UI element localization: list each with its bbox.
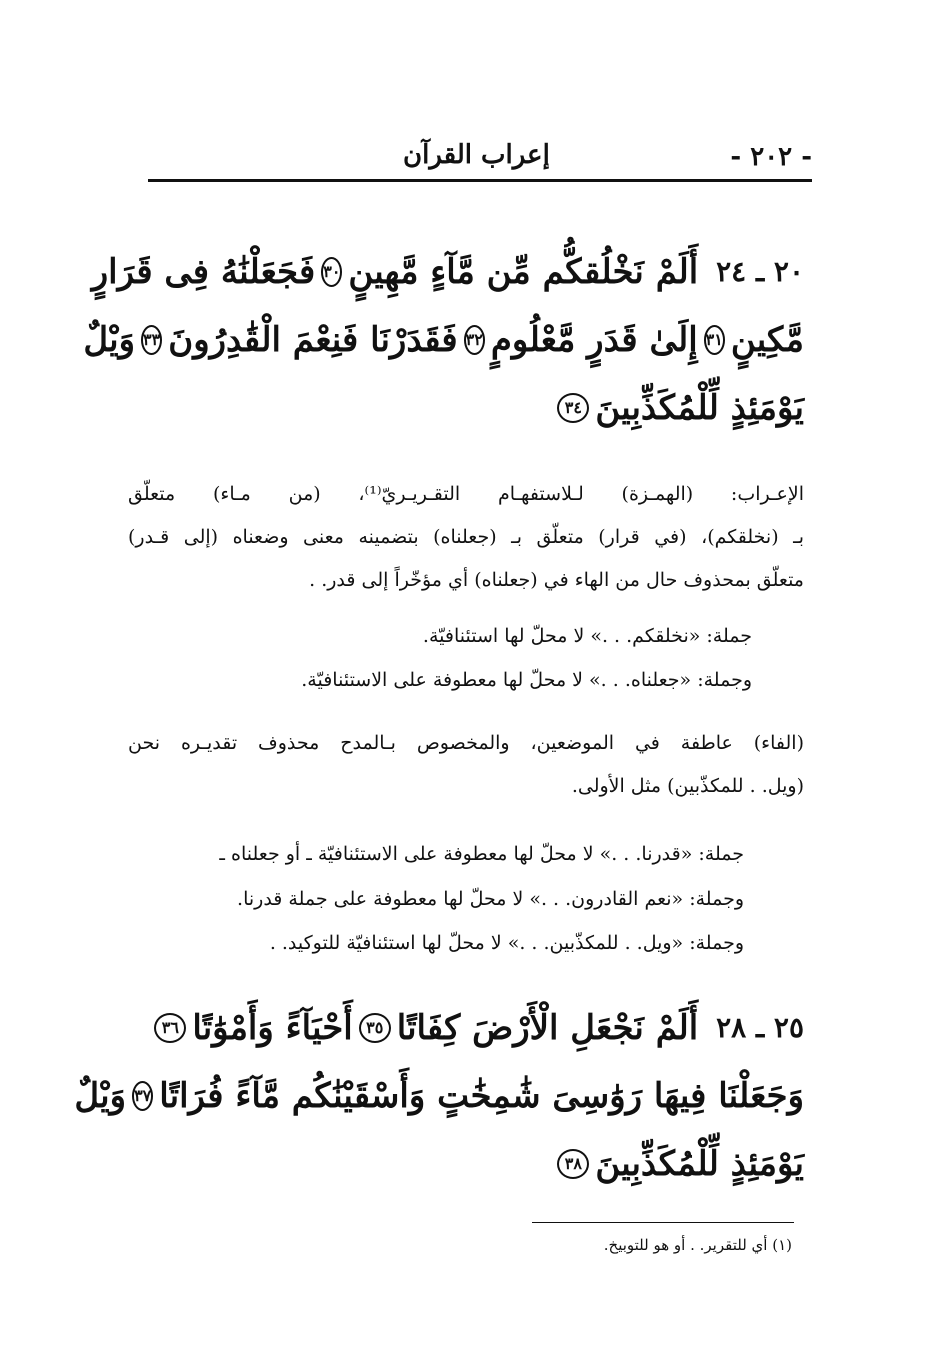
header-divider — [148, 179, 812, 182]
verse-line — [91, 238, 804, 306]
verse-text: فَقَدَرْنَا فَنِعْمَ الْقَٰدِرُونَ — [168, 320, 458, 360]
verse-number-badge: ٣٨ — [557, 1149, 589, 1179]
verse-text: وَجَعَلْنَا فِيهَا رَوَٰسِىَ شَٰمِخَٰتٍ وَأَسْقَيْنَٰكُم مَّآءً فُرَاتًا — [159, 1076, 804, 1116]
verse-range: ٢٠ ـ ٢٤ — [716, 255, 804, 288]
verse-line — [124, 994, 804, 1062]
verse-text: يَوْمَئِذٍ لِّلْمُكَذِّبِينَ — [595, 388, 804, 428]
verse-text: أَلَمْ نَجْعَلِ الْأَرْضَ كِفَاتًا — [396, 1008, 699, 1048]
irab-line: الإعـراب: (الهمـزة) لـلاستفهـام التقـريـريّ⁽¹⁾، (من مـاء) متعلّق — [128, 483, 804, 505]
irab-paragraph — [128, 473, 804, 602]
verse-line — [124, 1130, 804, 1198]
footnote: (١) أي للتقرير. . أو هو للتوبيخ. — [603, 1236, 792, 1254]
footnote-divider — [532, 1222, 794, 1223]
sentence-analysis: جملة: «قدرنا. . .» لا محلّ لها معطوفة على الاستئنافيّة ـ أو جعلناه ـ — [219, 843, 744, 865]
quran-verses-25-28 — [74, 994, 804, 1198]
verse-number-badge: ٣٤ — [557, 393, 589, 423]
irab-line: (الفاء) عاطفة في الموضعين، والمخصوص بـالمدح محذوف تقديـره نحن — [128, 732, 804, 754]
verse-text: وَيْلٌ — [74, 1076, 127, 1116]
verse-number-badge: ٣١ — [704, 325, 725, 355]
sentence-analysis: وجملة: «نعم القادرون. . .» لا محلّ لها معطوفة على جملة قدرنا. — [237, 888, 744, 910]
verse-number-badge: ٣٧ — [132, 1081, 153, 1111]
sentence-analysis: وجملة: «جعلناه. . .» لا محلّ لها معطوفة على الاستئنافيّة. — [301, 669, 752, 691]
verse-text: مَّكِينٍ — [730, 320, 804, 360]
verse-line — [124, 374, 804, 442]
verse-line — [83, 306, 804, 374]
verse-text: أَلَمْ نَخْلُقكُّم مِّن مَّآءٍ مَّهِينٍ — [348, 252, 699, 292]
irab-line: (ويل. . للمكذّبين) مثل الأولى. — [571, 775, 804, 797]
verse-number-badge: ٣٢ — [464, 325, 485, 355]
verse-number-badge: ٣٠ — [321, 257, 342, 287]
irab-paragraph — [128, 722, 804, 808]
verse-text: فَجَعَلْنَٰهُ فِى قَرَارٍ — [91, 252, 316, 292]
verse-text: أَحْيَآءً وَأَمْوَٰتًا — [192, 1008, 353, 1048]
verse-range: ٢٥ ـ ٢٨ — [716, 1011, 804, 1044]
verse-number-badge: ٣٣ — [141, 325, 162, 355]
book-title: إعراب القرآن — [403, 140, 550, 170]
page-number: - ٢٠٢ - — [730, 142, 812, 172]
verse-number-badge: ٣٦ — [154, 1013, 186, 1043]
verse-line — [74, 1062, 804, 1130]
verse-text: إِلَىٰ قَدَرٍ مَّعْلُومٍ — [490, 320, 698, 360]
verse-number-badge: ٣٥ — [359, 1013, 391, 1043]
verse-text: وَيْلٌ — [83, 320, 136, 360]
verse-text: يَوْمَئِذٍ لِّلْمُكَذِّبِينَ — [595, 1144, 804, 1184]
page-header — [148, 138, 812, 182]
irab-line: بـ (نخلقكم)، (في قرار) متعلّق بـ (جعلناه) بتضمينه معنى وضعناه (إلى قـدر) — [128, 526, 804, 548]
irab-line: متعلّق بمحذوف حال من الهاء في (جعلناه) أي مؤخّراً إلى قدر. . — [309, 569, 804, 591]
quran-verses-20-24 — [83, 238, 804, 442]
sentence-analysis: جملة: «نخلقكم. . .» لا محلّ لها استئنافيّة. — [422, 625, 752, 647]
sentence-analysis: وجملة: «ويل. . للمكذّبين. . .» لا محلّ لها استئنافيّة للتوكيد. . — [269, 932, 744, 954]
